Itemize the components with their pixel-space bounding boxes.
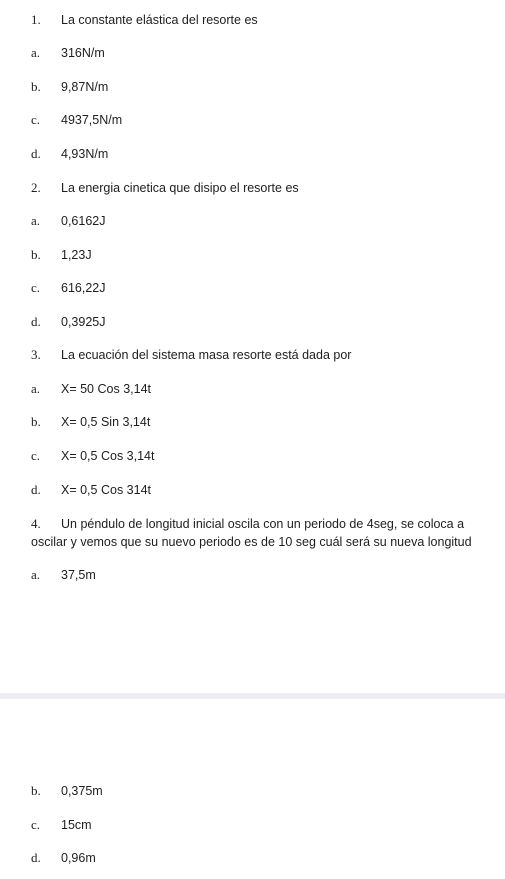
question-number: 2. — [31, 180, 41, 195]
option-2c[interactable] — [0, 279, 505, 297]
option-4d[interactable] — [0, 849, 505, 867]
option-text: 316N/m — [61, 46, 105, 60]
option-1a[interactable] — [0, 44, 505, 62]
option-1b[interactable] — [0, 78, 505, 96]
option-text: 616,22J — [61, 281, 106, 295]
question-3 — [0, 346, 505, 364]
option-2d[interactable] — [0, 313, 505, 331]
option-2a[interactable] — [0, 212, 505, 230]
option-text: 0,96m — [61, 851, 96, 865]
option-2b[interactable] — [0, 246, 505, 264]
question-number: 3. — [31, 347, 41, 362]
option-letter: c. — [31, 112, 41, 127]
option-3a[interactable] — [0, 380, 505, 398]
option-letter: a. — [31, 381, 41, 396]
option-text: 0,6162J — [61, 214, 106, 228]
option-3b[interactable] — [0, 413, 505, 431]
option-text: 4,93N/m — [61, 147, 109, 161]
option-letter: a. — [31, 213, 41, 228]
option-text: 37,5m — [61, 568, 96, 582]
option-text: 15cm — [61, 818, 92, 832]
question-text: La ecuación del sistema masa resorte está dada por — [61, 348, 352, 362]
question-4 — [31, 515, 501, 551]
question-text: Un péndulo de longitud inicial oscila con un periodo de 4seg, se coloca a oscilar y vemos que su nuevo periodo es de 10 seg cuál será su nueva longitud — [31, 517, 472, 549]
option-text: 1,23J — [61, 248, 92, 262]
question-text: La constante elástica del resorte es — [61, 13, 258, 27]
option-text: X= 0,5 Cos 314t — [61, 483, 151, 497]
option-4c[interactable] — [0, 816, 505, 834]
option-text: 9,87N/m — [61, 80, 109, 94]
question-number: 1. — [31, 12, 41, 27]
option-letter: d. — [31, 482, 41, 497]
option-text: 4937,5N/m — [61, 113, 123, 127]
option-letter: a. — [31, 567, 41, 582]
option-1d[interactable] — [0, 145, 505, 163]
question-text: La energia cinetica que disipo el resorte es — [61, 181, 299, 195]
option-letter: b. — [31, 783, 41, 798]
option-letter: c. — [31, 280, 41, 295]
option-letter: c. — [31, 817, 41, 832]
option-4b[interactable] — [0, 782, 505, 800]
question-1 — [0, 11, 505, 29]
option-letter: a. — [31, 45, 41, 60]
option-1c[interactable] — [0, 111, 505, 129]
option-text: X= 50 Cos 3,14t — [61, 382, 151, 396]
option-letter: b. — [31, 414, 41, 429]
option-text: 0,3925J — [61, 315, 106, 329]
option-text: 0,375m — [61, 784, 103, 798]
option-text: X= 0,5 Sin 3,14t — [61, 415, 151, 429]
option-letter: d. — [31, 146, 41, 161]
option-letter: d. — [31, 850, 41, 865]
page-break-divider — [0, 693, 505, 699]
option-letter: b. — [31, 247, 41, 262]
option-text: X= 0,5 Cos 3,14t — [61, 449, 155, 463]
option-3d[interactable] — [0, 481, 505, 499]
question-2 — [0, 179, 505, 197]
option-letter: d. — [31, 314, 41, 329]
question-number: 4. — [31, 516, 41, 531]
option-letter: b. — [31, 79, 41, 94]
option-4a[interactable] — [0, 566, 505, 584]
option-letter: c. — [31, 448, 41, 463]
option-3c[interactable] — [0, 447, 505, 465]
